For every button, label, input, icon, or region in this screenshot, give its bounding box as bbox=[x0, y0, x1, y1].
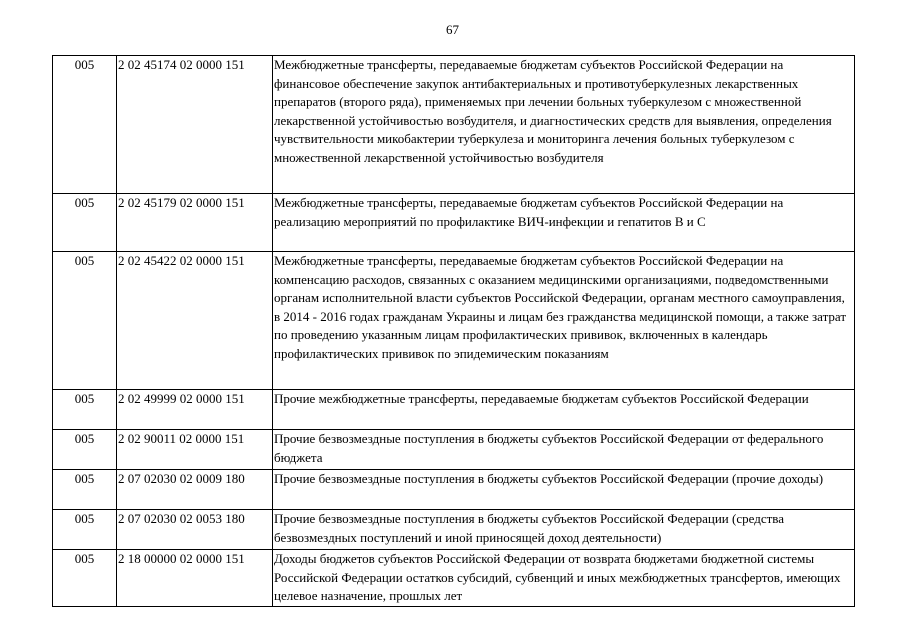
table-row bbox=[53, 56, 855, 194]
budget-code-cell: 2 02 45179 02 0000 151 bbox=[117, 194, 273, 252]
budget-code-cell: 2 02 45422 02 0000 151 bbox=[117, 252, 273, 390]
admin-code-cell: 005 bbox=[53, 510, 117, 550]
revenue-name-cell: Прочие межбюджетные трансферты, передаваемые бюджетам субъектов Российской Федерации bbox=[273, 390, 855, 430]
admin-code-cell: 005 bbox=[53, 390, 117, 430]
admin-code-cell: 005 bbox=[53, 470, 117, 510]
budget-classification-table bbox=[52, 55, 855, 607]
table-row bbox=[53, 194, 855, 252]
page-number: 67 bbox=[446, 22, 459, 37]
revenue-name-cell: Межбюджетные трансферты, передаваемые бюджетам субъектов Российской Федерации на финансовое обеспечение закупок антибактериальных и противотуберкулезных лекарственных препаратов (второго ряда), применяемых при лечении больных туберкулезом с множественной лекарственной устойчивостью возбудителя, и диагностических средств для выявления, определения чувствительности микобактерии туберкулеза и мониторинга лечения больных туберкулезом с множественной лекарственной устойчивостью возбудителя bbox=[273, 56, 855, 194]
budget-code-cell: 2 07 02030 02 0053 180 bbox=[117, 510, 273, 550]
revenue-name-cell: Межбюджетные трансферты, передаваемые бюджетам субъектов Российской Федерации на реализацию мероприятий по профилактике ВИЧ-инфекции и гепатитов В и С bbox=[273, 194, 855, 252]
table-row bbox=[53, 510, 855, 550]
budget-code-cell: 2 07 02030 02 0009 180 bbox=[117, 470, 273, 510]
table-row bbox=[53, 470, 855, 510]
table-row bbox=[53, 430, 855, 470]
budget-code-cell: 2 18 00000 02 0000 151 bbox=[117, 550, 273, 607]
admin-code-cell: 005 bbox=[53, 430, 117, 470]
budget-code-cell: 2 02 49999 02 0000 151 bbox=[117, 390, 273, 430]
revenue-name-cell: Межбюджетные трансферты, передаваемые бюджетам субъектов Российской Федерации на компенсацию расходов, связанных с оказанием медицинскими организациями, подведомственными органам исполнительной власти субъектов Российской Федерации, органам местного самоуправления, в 2014 - 2016 годах гражданам Украины и лицам без гражданства медицинской помощи, а также затрат по проведению указанным лицам профилактических прививок, включенных в календарь профилактических прививок по эпидемическим показаниям bbox=[273, 252, 855, 390]
admin-code-cell: 005 bbox=[53, 194, 117, 252]
revenue-name-cell: Прочие безвозмездные поступления в бюджеты субъектов Российской Федерации (средства безвозмездных поступлений и иной приносящей доход деятельности) bbox=[273, 510, 855, 550]
revenue-name-cell: Прочие безвозмездные поступления в бюджеты субъектов Российской Федерации от федерального бюджета bbox=[273, 430, 855, 470]
table-row bbox=[53, 550, 855, 607]
revenue-name-cell: Доходы бюджетов субъектов Российской Федерации от возврата бюджетами бюджетной системы Российской Федерации остатков субсидий, субвенций и иных межбюджетных трансфертов, имеющих целевое назначение, прошлых лет bbox=[273, 550, 855, 607]
admin-code-cell: 005 bbox=[53, 56, 117, 194]
table-row bbox=[53, 390, 855, 430]
admin-code-cell: 005 bbox=[53, 550, 117, 607]
revenue-name-cell: Прочие безвозмездные поступления в бюджеты субъектов Российской Федерации (прочие доходы) bbox=[273, 470, 855, 510]
admin-code-cell: 005 bbox=[53, 252, 117, 390]
budget-code-cell: 2 02 45174 02 0000 151 bbox=[117, 56, 273, 194]
table-row bbox=[53, 252, 855, 390]
budget-code-cell: 2 02 90011 02 0000 151 bbox=[117, 430, 273, 470]
